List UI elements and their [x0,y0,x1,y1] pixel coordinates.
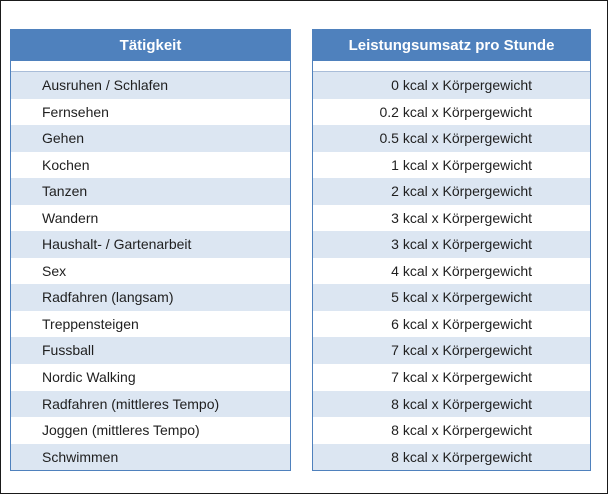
header-spacer [11,61,290,72]
energy-cell: 2 kcal x Körpergewicht [313,178,590,205]
activity-cell: Tanzen [11,178,290,205]
energy-cell: 8 kcal x Körpergewicht [313,391,590,418]
activity-cell: Wandern [11,205,290,232]
activity-cell: Fussball [11,337,290,364]
activity-cell: Haushalt- / Gartenarbeit [11,231,290,258]
energy-cell: 8 kcal x Körpergewicht [313,444,590,471]
energy-cell: 6 kcal x Körpergewicht [313,311,590,338]
energy-cell: 3 kcal x Körpergewicht [313,205,590,232]
energy-table [312,29,591,471]
energy-cell: 8 kcal x Körpergewicht [313,417,590,444]
energy-cell: 0 kcal x Körpergewicht [313,72,590,99]
energy-header: Leistungsumsatz pro Stunde [313,30,590,61]
activity-cell: Sex [11,258,290,285]
activity-rows [11,72,290,470]
energy-rows [313,72,590,470]
activity-cell: Radfahren (langsam) [11,284,290,311]
activity-cell: Gehen [11,125,290,152]
activity-cell: Ausruhen / Schlafen [11,72,290,99]
activity-cell: Schwimmen [11,444,290,471]
activity-cell: Fernsehen [11,99,290,126]
energy-cell: 7 kcal x Körpergewicht [313,337,590,364]
energy-cell: 0.5 kcal x Körpergewicht [313,125,590,152]
header-spacer [313,61,590,72]
activity-cell: Treppensteigen [11,311,290,338]
activity-cell: Kochen [11,152,290,179]
activity-cell: Radfahren (mittleres Tempo) [11,391,290,418]
energy-cell: 0.2 kcal x Körpergewicht [313,99,590,126]
activity-header: Tätigkeit [11,30,290,61]
energy-cell: 4 kcal x Körpergewicht [313,258,590,285]
energy-cell: 3 kcal x Körpergewicht [313,231,590,258]
energy-cell: 1 kcal x Körpergewicht [313,152,590,179]
activity-cell: Joggen (mittleres Tempo) [11,417,290,444]
energy-cell: 5 kcal x Körpergewicht [313,284,590,311]
activity-cell: Nordic Walking [11,364,290,391]
activity-table [10,29,291,471]
energy-cell: 7 kcal x Körpergewicht [313,364,590,391]
